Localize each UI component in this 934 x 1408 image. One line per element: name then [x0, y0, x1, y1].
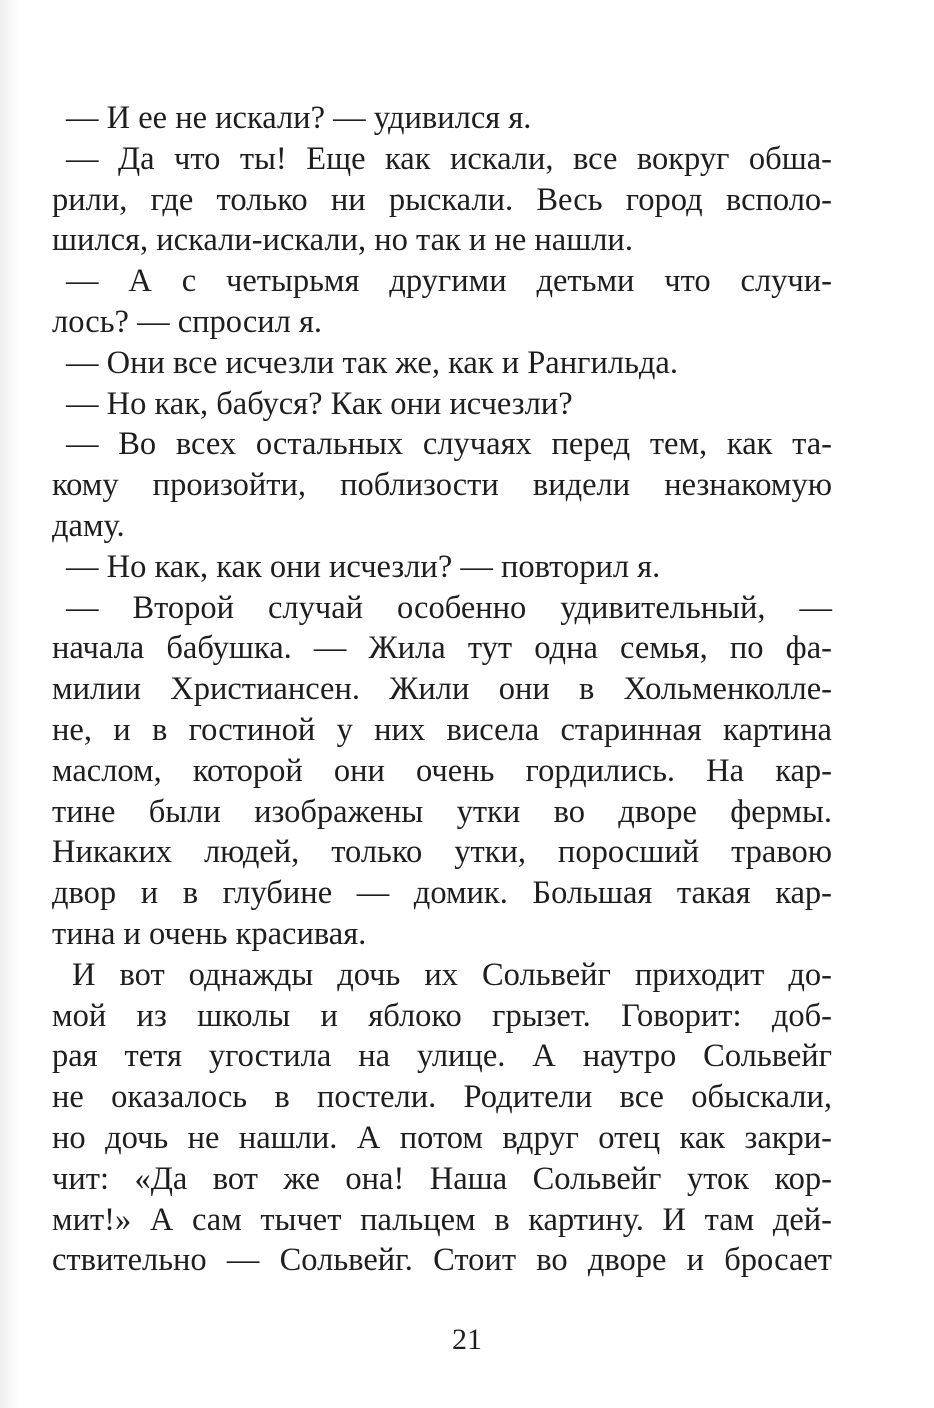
body-text	[52, 98, 832, 1281]
text-line: — Но как, как они исчезли? — повторил я.	[66, 548, 661, 585]
text-line: но дочь не нашли. А потом вдруг отец как закри-	[52, 1119, 832, 1156]
text-line: начала бабушка. — Жила тут одна семья, по фа-	[52, 630, 832, 667]
text-line: не, и в гостиной у них висела старинная картина	[52, 711, 832, 748]
text-line: Никаких людей, только утки, поросший травою	[52, 834, 832, 871]
text-line: — Да что ты! Еще как искали, все вокруг обша-	[66, 140, 832, 177]
text-line: тина и очень красивая.	[52, 915, 367, 952]
text-line: И вот однажды дочь их Сольвейг приходит до-	[72, 956, 832, 993]
text-line: ствительно — Сольвейг. Стоит во дворе и бросает	[52, 1242, 832, 1279]
text-line: кому произойти, поблизости видели незнакомую	[52, 467, 832, 504]
text-line: рили, где только ни рыскали. Весь город всполо-	[52, 181, 832, 218]
text-line: — И ее не искали? — удивился я.	[66, 100, 532, 136]
text-line: маслом, которой они очень гордились. На кар-	[52, 752, 832, 789]
page-number: 21	[452, 1323, 482, 1356]
text-line: мит!» А сам тычет пальцем в картину. И там дей-	[52, 1201, 832, 1238]
text-line: шился, искали-искали, но так и не нашли.	[52, 222, 633, 259]
text-line: — Второй случай особенно удивительный, —	[66, 589, 832, 626]
text-line: милии Христиансен. Жили они в Хольменколле-	[52, 671, 832, 708]
text-line: тине были изображены утки во дворе фермы.	[52, 793, 832, 830]
text-line: мой из школы и яблоко грызет. Говорит: доб-	[52, 997, 832, 1034]
text-line: двор и в глубине — домик. Большая такая кар-	[52, 875, 832, 912]
text-line: — Они все исчезли так же, как и Рангильда.	[66, 344, 678, 381]
text-line: не оказалось в постели. Родители все обыскали,	[52, 1079, 832, 1116]
text-line: — Во всех остальных случаях перед тем, как та-	[66, 426, 832, 463]
text-line: — А с четырьмя другими детьми что случи-	[66, 263, 832, 300]
text-line: лось? — спросил я.	[52, 303, 323, 340]
text-line: даму.	[52, 507, 125, 544]
text-line: — Но как, бабуся? Как они исчезли?	[66, 385, 573, 422]
text-line: чит: «Да вот же она! Наша Сольвейг уток кор-	[52, 1160, 832, 1197]
text-line: рая тетя угостила на улице. А наутро Сольвейг	[52, 1038, 832, 1075]
